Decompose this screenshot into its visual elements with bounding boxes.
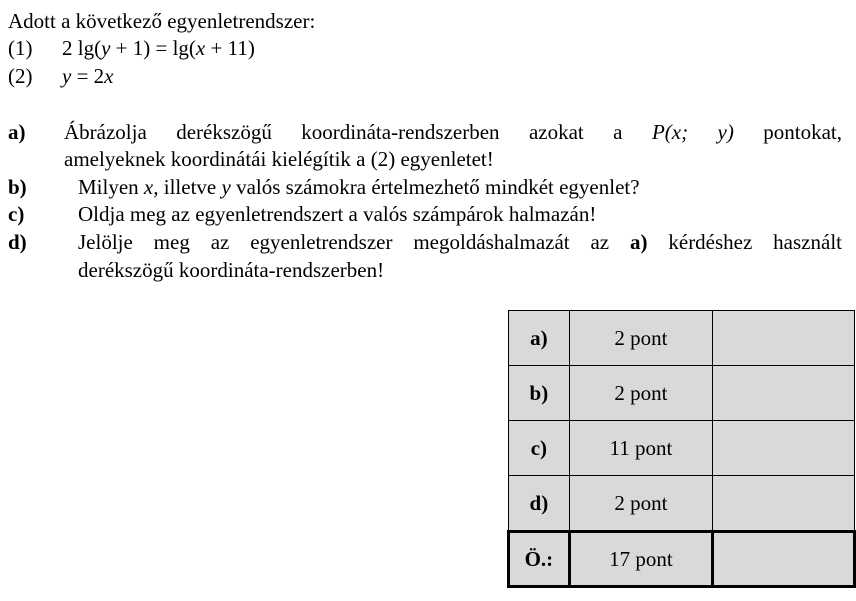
score-total-label: Ö.: <box>509 532 570 587</box>
equation-2-lhs: y <box>62 64 72 88</box>
score-row-points: 2 pont <box>569 311 712 366</box>
question-d-line1-pre: Jelölje meg az egyenletrendszer megoldáshalmazát az <box>78 230 630 254</box>
score-row-d <box>509 476 855 532</box>
equation-2-rhs: x <box>104 64 114 88</box>
question-a-line1-pre: Ábrázolja derékszögű koordináta-rendszerben azokat a <box>64 120 652 144</box>
question-b-label: b) <box>8 175 27 199</box>
question-d-line2: derékszögű koordináta-rendszerben! <box>78 258 385 282</box>
score-row-label: c) <box>509 421 570 476</box>
score-row-score-cell <box>713 476 855 532</box>
equation-1-suffix: + 11) <box>205 36 255 60</box>
question-d-ref: a) <box>630 230 648 254</box>
equation-1-var-y: y <box>101 36 111 60</box>
score-row-label: d) <box>509 476 570 532</box>
equation-2-mid: = 2 <box>71 64 105 88</box>
score-row-score-cell <box>713 421 855 476</box>
equation-1-prefix: 2 lg( <box>62 36 102 60</box>
score-row-a <box>509 311 855 366</box>
question-d-line1-post: kérdéshez használt <box>647 230 842 254</box>
question-a-line1 <box>64 118 842 146</box>
score-row-total <box>509 532 855 587</box>
equation-1-mid: + 1) = lg( <box>110 36 196 60</box>
score-row-score-cell <box>713 366 855 421</box>
question-b-text <box>78 173 640 201</box>
equation-1-number: (1) <box>8 36 33 60</box>
question-d-label: d) <box>8 230 27 254</box>
question-d-line1 <box>78 228 842 256</box>
score-table <box>507 310 856 588</box>
score-row-c <box>509 421 855 476</box>
question-c-label: c) <box>8 202 25 226</box>
equation-2 <box>8 64 114 88</box>
question-c-text: Oldja meg az egyenletrendszert a valós számpárok halmazán! <box>78 202 597 226</box>
score-row-points: 11 pont <box>569 421 712 476</box>
question-a-point: P(x; y) <box>651 120 734 144</box>
question-a-line1-post: pontokat, <box>733 120 842 144</box>
score-row-label: a) <box>509 311 570 366</box>
question-b-post: valós számokra értelmezhető mindkét egyenlet? <box>230 175 640 199</box>
score-row-score-cell <box>713 311 855 366</box>
score-total-score-cell <box>713 532 855 587</box>
question-b-var-x: x, <box>143 175 159 199</box>
equation-1-var-x: x <box>195 36 206 60</box>
score-total-points: 17 pont <box>569 532 712 587</box>
score-row-label: b) <box>509 366 570 421</box>
question-a-line2: amelyeknek koordinátái kielégítik a (2) egyenletet! <box>64 147 494 171</box>
question-b-pre: Milyen <box>78 175 144 199</box>
score-row-b <box>509 366 855 421</box>
intro-text: Adott a következő egyenletrendszer: <box>8 9 316 33</box>
equation-2-number: (2) <box>8 64 33 88</box>
score-row-points: 2 pont <box>569 366 712 421</box>
equation-1 <box>8 36 255 60</box>
score-row-points: 2 pont <box>569 476 712 532</box>
question-a-label: a) <box>8 120 26 144</box>
question-b-var-y: y <box>221 175 231 199</box>
question-b-mid: illetve <box>158 175 222 199</box>
